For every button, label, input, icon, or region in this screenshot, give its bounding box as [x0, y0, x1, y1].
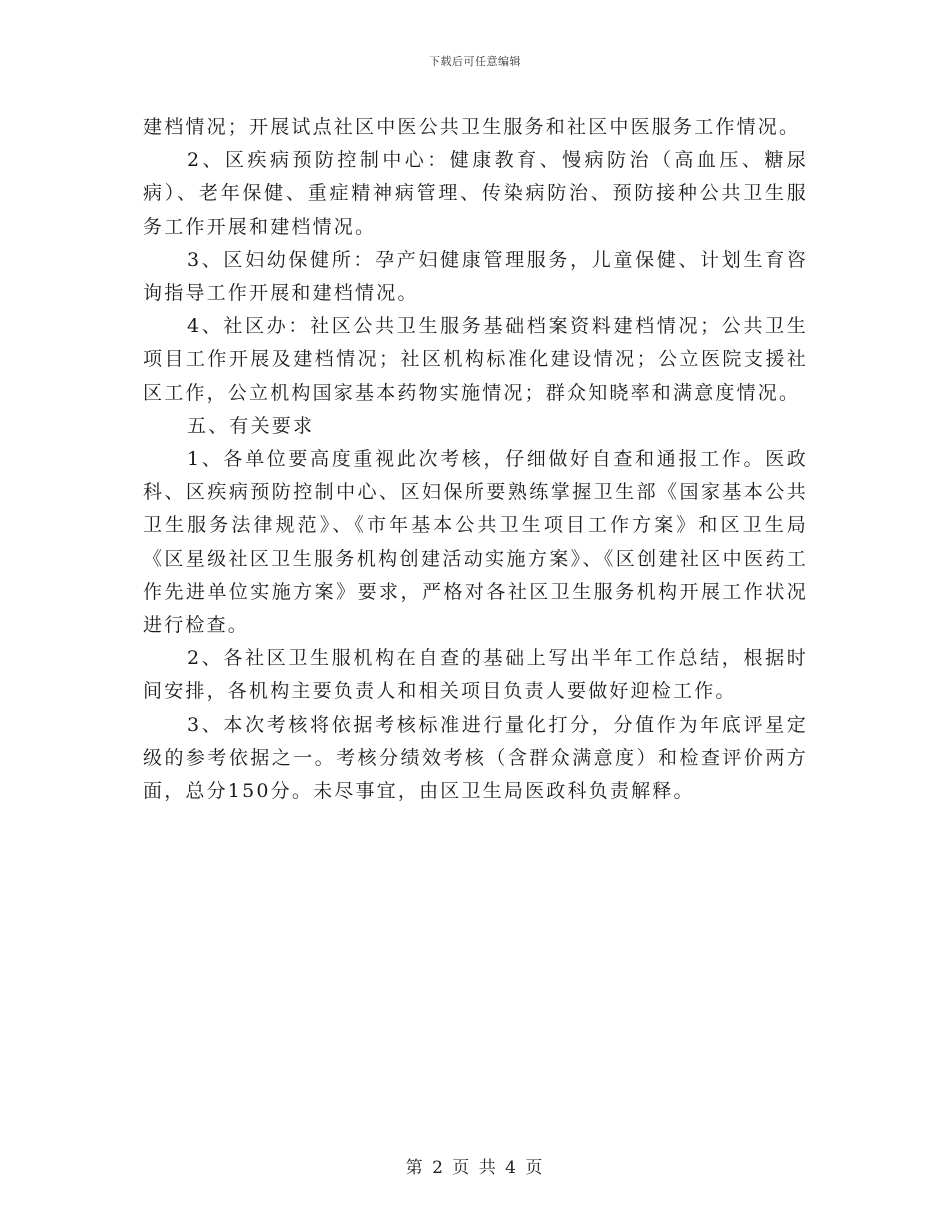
- paragraph-community-office: 4、社区办：社区公共卫生服务基础档案资料建档情况；公共卫生项目工作开展及建档情况；社区机构标准化建设情况；公立医院支援社区工作，公立机构国家基本药物实施情况；群众知晓率和满意度情况。: [143, 315, 808, 404]
- paragraph-requirement-3: 3、本次考核将依据考核标准进行量化打分，分值作为年底评星定级的参考依据之一。考核分绩效考核（含群众满意度）和检查评价两方面，总分150分。未尽事宜，由区卫生局医政科负责解释。: [143, 713, 808, 803]
- paragraph-requirement-2: 2、各社区卫生服机构在自查的基础上写出半年工作总结，根据时间安排，各机构主要负责人和相关项目负责人要做好迎检工作。: [143, 647, 808, 703]
- paragraph-continuation: 建档情况；开展试点社区中医公共卫生服务和社区中医服务工作情况。: [143, 116, 801, 138]
- page-header-note: 下载后可任意编辑: [429, 55, 521, 68]
- paragraph-maternal-child: 3、区妇幼保健所：孕产妇健康管理服务，儿童保健、计划生育咨询指导工作开展和建档情况。: [143, 248, 808, 305]
- paragraph-cdc: 2、区疾病预防控制中心：健康教育、慢病防治（高血压、糖尿病）、老年保健、重症精神病管理、传染病防治、预防接种公共卫生服务工作开展和建档情况。: [143, 149, 808, 238]
- document-body: [143, 111, 808, 808]
- page-number-footer: 第 2 页 共 4 页: [405, 1158, 545, 1178]
- section-heading-requirements: 五、有关要求: [187, 414, 315, 437]
- paragraph-requirement-1: 1、各单位要高度重视此次考核，仔细做好自查和通报工作。医政科、区疾病预防控制中心、区妇保所要熟练掌握卫生部《国家基本公共卫生服务法律规范》、《市年基本公共卫生项目工作方案》和区卫生局《区星级社区卫生服务机构创建活动实施方案》、《区创建社区中医药工作先进单位实施方案》要求，严格对各社区卫生服务机构开展工作状况进行检查。: [143, 448, 808, 637]
